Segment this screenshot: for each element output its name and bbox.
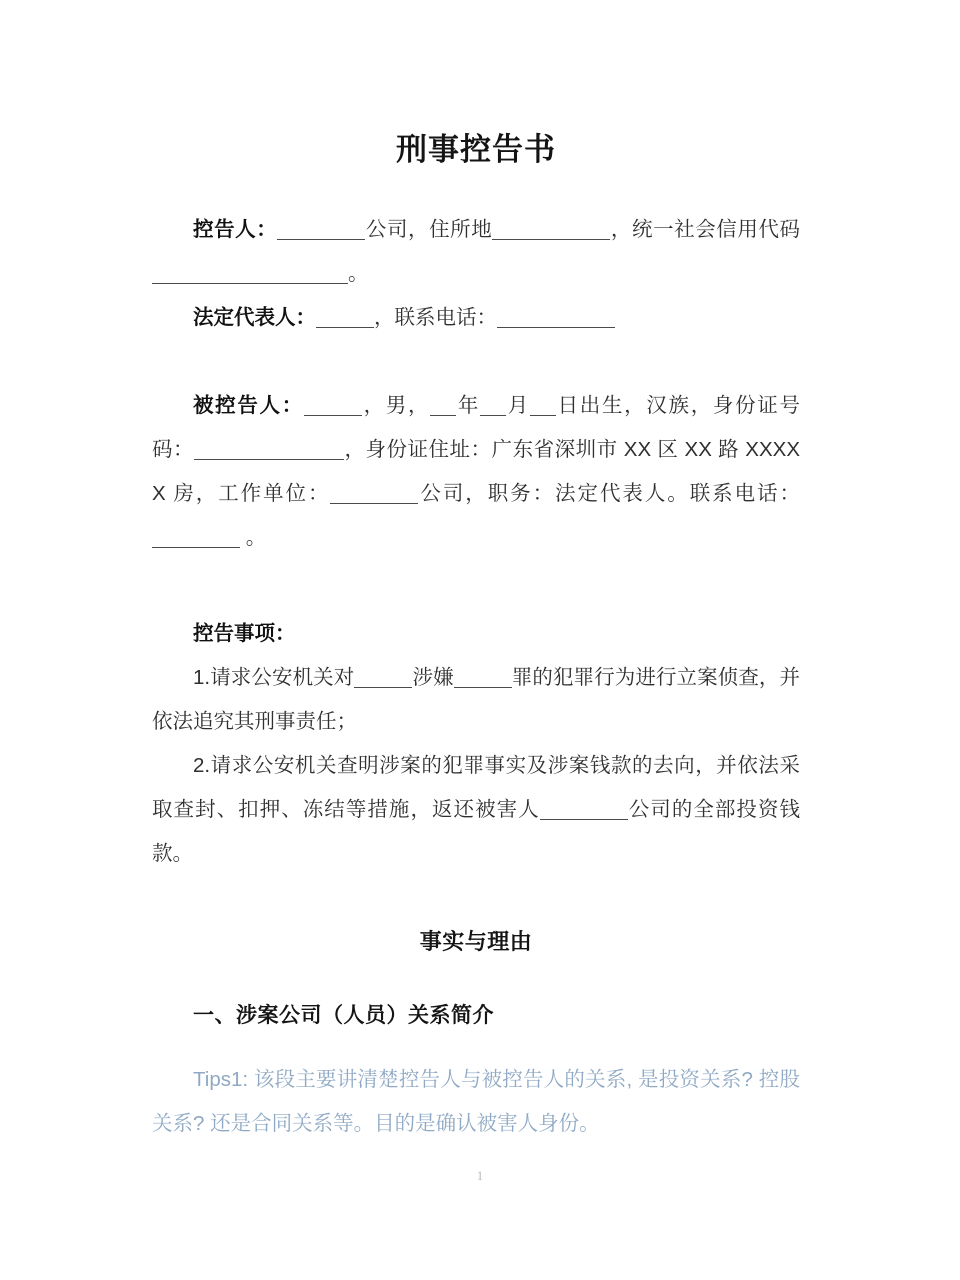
claims-heading — [152, 612, 800, 656]
tips-note-1: Tips1: 该段主要讲清楚控告人与被控告人的关系, 是投资关系? 控股关系? 还是合同关系等。目的是确认被害人身份。 — [152, 1068, 800, 1135]
legal-representative-mid: ，联系电话： — [374, 306, 497, 329]
document-content — [152, 0, 800, 1146]
complainant-name-blank[interactable] — [277, 219, 365, 240]
complainant-text-1: 公司，住所地 — [365, 218, 493, 241]
respondent-birth-year-blank[interactable] — [430, 395, 456, 416]
page-number: 1 — [476, 1168, 484, 1183]
claim-2-prefix: 2.请求公安机关查明涉案的犯罪事实及涉案钱款的去向，并依法采取查封、扣押、冻结等措施，返还被害人 — [152, 754, 800, 821]
page-title: 刑事控告书 — [396, 132, 556, 167]
legal-representative-label: 法定代表人： — [193, 306, 316, 329]
respondent-birth-month-blank[interactable] — [480, 395, 506, 416]
legal-representative-phone-blank[interactable] — [497, 307, 615, 328]
complainant-end: 。 — [348, 262, 369, 285]
respondent-text-1: ，男， — [361, 394, 431, 417]
respondent-text-2: 日出生，汉族，身份证号码： — [152, 394, 800, 461]
respondent-employer-blank[interactable] — [330, 483, 418, 504]
claim-item-2 — [152, 744, 800, 876]
spacer — [152, 340, 800, 384]
respondent-birth-day-blank[interactable] — [530, 395, 556, 416]
claim-item-1 — [152, 656, 800, 744]
complainant-label: 控告人： — [193, 218, 278, 241]
claim-1-mid: 涉嫌 — [412, 666, 454, 689]
complainant-credit-code-blank[interactable] — [152, 263, 348, 284]
complainant-text-2: ，统一社会信用代码 — [610, 218, 801, 241]
legal-representative-name-blank[interactable] — [316, 307, 374, 328]
respondent-month-unit: 月 — [506, 394, 530, 417]
respondent-label: 被控告人： — [193, 394, 304, 417]
claim-1-prefix: 1.请求公安机关对 — [193, 666, 355, 689]
respondent-text-3: ，身份证住址：广东省深圳市 XX 区 XX 路 XXXXX 房，工作单位： — [152, 438, 800, 505]
respondent-id-number-blank[interactable] — [194, 439, 344, 460]
facts-section-heading: 事实与理由 — [419, 929, 533, 954]
legal-representative-paragraph — [152, 296, 800, 340]
claim-2-suffix: 公司的全部投资钱款。 — [152, 798, 801, 865]
spacer — [152, 172, 800, 208]
spacer — [152, 964, 800, 994]
spacer — [152, 876, 800, 920]
respondent-paragraph — [152, 384, 800, 560]
claim-1-subject-blank[interactable] — [354, 667, 412, 688]
respondent-text-4: 公司，职务：法定代表人。联系电话： — [418, 482, 801, 505]
spacer — [152, 1038, 800, 1058]
claim-2-victim-company-blank[interactable] — [540, 799, 628, 820]
spacer — [152, 560, 800, 612]
respondent-year-unit: 年 — [456, 394, 481, 417]
complainant-address-blank[interactable] — [492, 219, 610, 240]
complainant-paragraph — [152, 208, 800, 296]
claim-1-suffix: 罪的犯罪行为进行立案侦查，并依法追究其刑事责任； — [152, 666, 801, 733]
claims-heading-label: 控告事项： — [193, 622, 296, 645]
claim-1-charge-blank[interactable] — [454, 667, 512, 688]
facts-subheading-1: 一、涉案公司（人员）关系简介 — [193, 1004, 494, 1027]
respondent-end: 。 — [245, 526, 267, 549]
respondent-phone-blank[interactable] — [152, 527, 240, 548]
respondent-name-blank[interactable] — [304, 395, 362, 416]
